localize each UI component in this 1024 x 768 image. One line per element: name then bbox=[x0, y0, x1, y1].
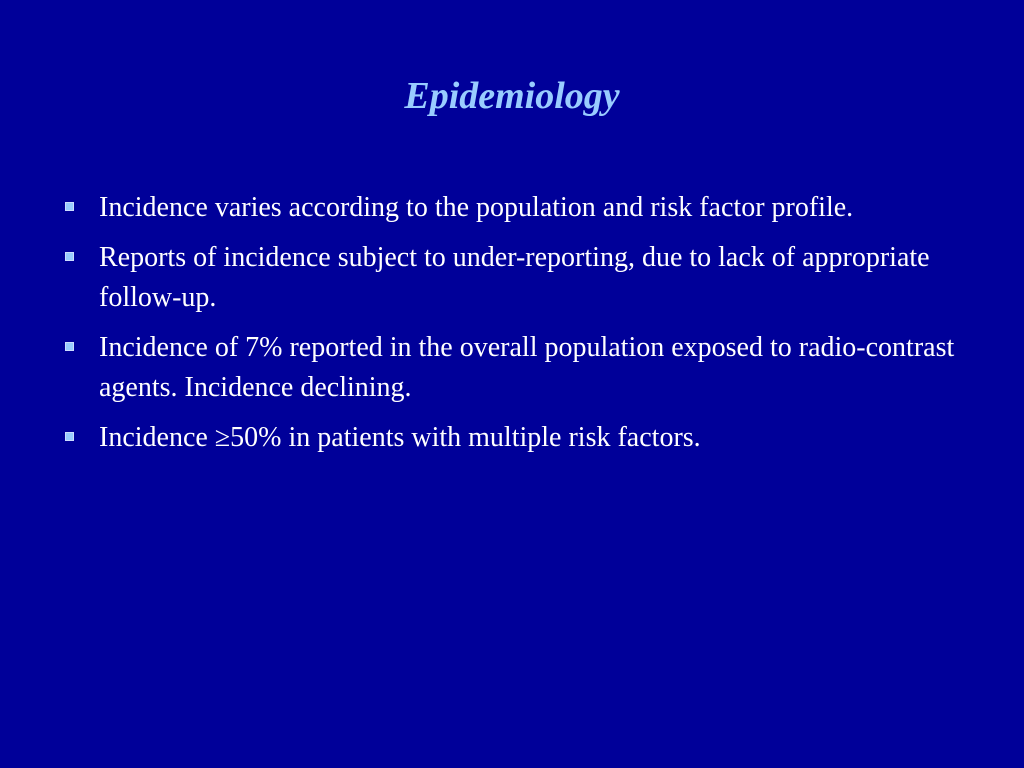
square-bullet-icon bbox=[65, 432, 74, 441]
bullet-text: Incidence ≥50% in patients with multiple risk factors. bbox=[99, 422, 701, 453]
bullet-item bbox=[62, 328, 962, 408]
square-bullet-icon bbox=[65, 342, 74, 351]
square-bullet-icon bbox=[65, 252, 74, 261]
bullet-text: Reports of incidence subject to under-reporting, due to lack of appropriate follow-up. bbox=[99, 242, 930, 313]
bullet-list bbox=[62, 188, 962, 468]
bullet-text: Incidence varies according to the population and risk factor profile. bbox=[99, 192, 854, 223]
bullet-item bbox=[62, 188, 962, 228]
slide-title: Epidemiology bbox=[404, 75, 620, 117]
bullet-item bbox=[62, 418, 962, 458]
square-bullet-icon bbox=[65, 202, 74, 211]
bullet-text: Incidence of 7% reported in the overall population exposed to radio-contrast agents. Incidence declining. bbox=[99, 332, 955, 403]
bullet-item bbox=[62, 238, 962, 318]
